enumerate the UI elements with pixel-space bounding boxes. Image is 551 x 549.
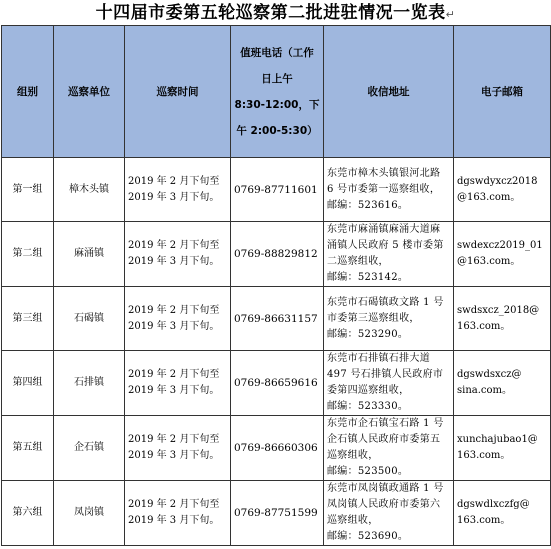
header-phone-line: 8:30-12:00，下: [234, 98, 320, 111]
email-cell: [454, 287, 551, 351]
header-phone-line: 值班电话（工作: [240, 46, 314, 59]
address-line: 企石镇人民政府市委第五: [327, 434, 441, 445]
period-line: 2019 年 3 月下旬。: [128, 450, 220, 461]
header-phone-line: 午 2:00-5:30）: [236, 124, 318, 137]
email-line: dgswdsxcz@: [457, 369, 522, 380]
header-row: [2, 26, 551, 158]
phone-cell: 0769-87711601: [231, 158, 324, 222]
period-line: 2019 年 3 月下旬。: [128, 256, 220, 267]
address-line: 市委第三巡察组收，: [327, 312, 420, 324]
period-line: 2019 年 3 月下旬。: [128, 385, 220, 396]
table-row: [2, 351, 551, 416]
email-line: 163.com。: [457, 450, 511, 461]
email-line: xunchajubao1@: [457, 434, 538, 445]
group-cell: 第一组: [2, 158, 54, 222]
period-cell: [125, 481, 231, 546]
header-phone-line: 日上午: [261, 72, 293, 85]
header-email: 电子邮箱: [454, 26, 551, 158]
group-cell: 第三组: [2, 287, 54, 351]
address-line: 东莞市石碣镇政文路 1 号: [327, 296, 444, 308]
address-line: 东莞市石排镇石排大道: [327, 353, 430, 364]
address-line: 涌镇人民政府 5 楼市委第: [327, 240, 444, 251]
email-line: sina.com。: [457, 385, 513, 396]
phone-cell: 0769-86631157: [231, 287, 324, 351]
address-line: 邮编：523690。: [327, 531, 409, 542]
group-cell: 第二组: [2, 222, 54, 287]
period-cell: [125, 287, 231, 351]
email-line: 163.com。: [457, 320, 511, 332]
paragraph-mark: ↵: [445, 8, 456, 21]
group-cell: 第四组: [2, 351, 54, 416]
group-cell: 第五组: [2, 416, 54, 481]
table-body: [2, 158, 551, 546]
phone-cell: 0769-86659616: [231, 351, 324, 416]
address-cell: [324, 222, 454, 287]
period-cell: [125, 158, 231, 222]
period-line: 2019 年 2 月下旬至: [128, 369, 220, 380]
address-line: 邮编：523330。: [327, 401, 409, 412]
table-row: [2, 222, 551, 287]
period-cell: [125, 351, 231, 416]
phone-cell: 0769-88829812: [231, 222, 324, 287]
period-line: 2019 年 2 月下旬至: [128, 304, 220, 316]
table-row: [2, 158, 551, 222]
address-line: 东莞市企石镇宝石路 1 号: [327, 418, 444, 429]
email-cell: [454, 351, 551, 416]
email-line: @163.com。: [457, 191, 521, 203]
email-cell: [454, 481, 551, 546]
period-line: 2019 年 3 月下旬。: [128, 191, 220, 203]
period-cell: [125, 416, 231, 481]
address-cell: [324, 351, 454, 416]
email-line: dgswdlxczfg@: [457, 499, 530, 510]
address-cell: [324, 158, 454, 222]
table-row: [2, 416, 551, 481]
email-cell: [454, 416, 551, 481]
address-line: 东莞市樟木头镇银河北路: [327, 167, 441, 179]
address-line: 邮编：523616。: [327, 199, 409, 211]
period-line: 2019 年 3 月下旬。: [128, 320, 220, 332]
header-unit: 巡察单位: [54, 26, 125, 158]
email-line: 163.com。: [457, 515, 511, 526]
period-line: 2019 年 2 月下旬至: [128, 499, 220, 510]
email-cell: [454, 222, 551, 287]
email-line: dgswdyxcz2018: [457, 175, 538, 187]
title-text: 十四届市委第五轮巡察第二批进驻情况一览表: [95, 3, 446, 23]
address-line: 邮编：523500。: [327, 466, 409, 477]
address-cell: [324, 481, 454, 546]
address-line: 邮编：523142。: [327, 272, 409, 283]
header-phone: [231, 26, 324, 158]
document-title: [0, 2, 551, 24]
period-line: 2019 年 2 月下旬至: [128, 175, 220, 187]
email-line: swdexcz2019_01: [457, 240, 543, 251]
address-line: 邮编：523290。: [327, 328, 409, 340]
address-cell: [324, 416, 454, 481]
table-row: [2, 287, 551, 351]
header-group: 组别: [2, 26, 54, 158]
address-line: 巡察组收，: [327, 450, 379, 461]
address-line: 巡察组收，: [327, 515, 379, 526]
address-line: 6 号市委第一巡察组收，: [327, 183, 441, 195]
unit-cell: 石排镇: [54, 351, 125, 416]
period-line: 2019 年 2 月下旬至: [128, 240, 220, 251]
group-cell: 第六组: [2, 481, 54, 546]
unit-cell: 企石镇: [54, 416, 125, 481]
period-line: 2019 年 3 月下旬。: [128, 515, 220, 526]
table-row: [2, 481, 551, 546]
address-line: 凤岗镇人民政府市委第六: [327, 499, 441, 510]
address-line: 497 号石排镇人民政府市: [327, 369, 444, 380]
unit-cell: 凤岗镇: [54, 481, 125, 546]
address-line: 委第四巡察组收，: [327, 385, 410, 396]
address-cell: [324, 287, 454, 351]
email-line: swdsxcz_2018@: [457, 304, 540, 316]
phone-cell: 0769-86660306: [231, 416, 324, 481]
inspection-table: [1, 25, 551, 546]
header-period: 巡察时间: [125, 26, 231, 158]
email-line: @163.com。: [457, 256, 521, 267]
period-cell: [125, 222, 231, 287]
header-address: 收信地址: [324, 26, 454, 158]
address-line: 东莞市麻涌镇麻涌大道麻: [327, 224, 441, 235]
address-line: 二巡察组收，: [327, 256, 389, 267]
phone-cell: 0769-87751599: [231, 481, 324, 546]
unit-cell: 麻涌镇: [54, 222, 125, 287]
period-line: 2019 年 2 月下旬至: [128, 434, 220, 445]
address-line: 东莞市凤岗镇政通路 1 号: [327, 483, 444, 494]
email-cell: [454, 158, 551, 222]
unit-cell: 樟木头镇: [54, 158, 125, 222]
unit-cell: 石碣镇: [54, 287, 125, 351]
